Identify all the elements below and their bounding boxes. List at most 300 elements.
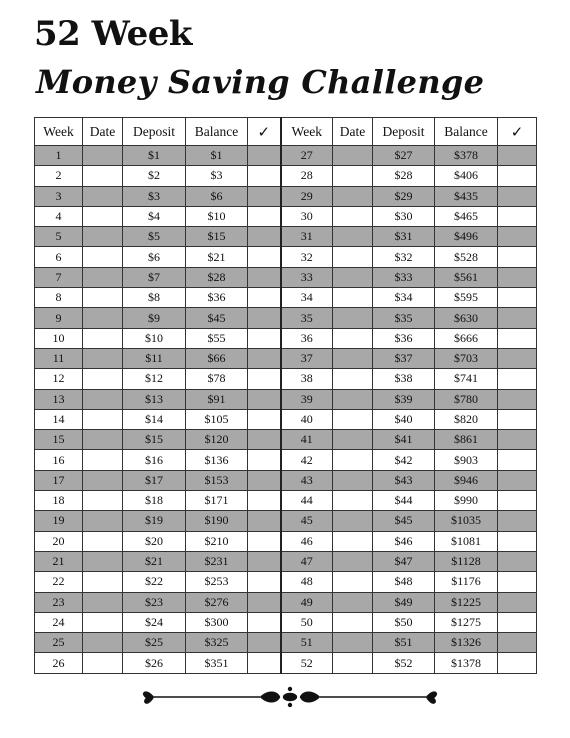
check-cell[interactable] (248, 267, 281, 287)
date-cell[interactable] (333, 227, 373, 247)
balance-cell: $171 (186, 491, 248, 511)
table-row (35, 146, 537, 166)
balance-cell: $66 (186, 348, 248, 368)
week-cell: 40 (281, 409, 333, 429)
week-cell: 28 (281, 166, 333, 186)
deposit-cell: $26 (123, 653, 186, 673)
date-cell[interactable] (333, 389, 373, 409)
deposit-cell: $42 (373, 450, 435, 470)
balance-cell: $190 (186, 511, 248, 531)
balance-cell: $105 (186, 409, 248, 429)
deposit-cell: $24 (123, 612, 186, 632)
week-cell: 29 (281, 186, 333, 206)
balance-cell: $153 (186, 470, 248, 490)
balance-cell: $1225 (435, 592, 498, 612)
balance-cell: $561 (435, 267, 498, 287)
week-cell: 22 (35, 572, 83, 592)
deposit-cell: $4 (123, 206, 186, 226)
header-deposit: Deposit (123, 118, 186, 146)
table-row (35, 247, 537, 267)
deposit-cell: $46 (373, 531, 435, 551)
week-cell: 24 (35, 612, 83, 632)
check-cell[interactable] (248, 146, 281, 166)
week-cell: 1 (35, 146, 83, 166)
week-cell: 25 (35, 633, 83, 653)
balance-cell: $630 (435, 308, 498, 328)
check-cell[interactable] (248, 633, 281, 653)
date-cell[interactable] (83, 450, 123, 470)
check-cell[interactable] (498, 551, 537, 571)
date-cell[interactable] (333, 166, 373, 186)
week-cell: 30 (281, 206, 333, 226)
balance-cell: $903 (435, 450, 498, 470)
check-cell[interactable] (498, 369, 537, 389)
week-cell: 32 (281, 247, 333, 267)
week-cell: 52 (281, 653, 333, 673)
check-cell[interactable] (248, 572, 281, 592)
balance-cell: $595 (435, 288, 498, 308)
deposit-cell: $49 (373, 592, 435, 612)
week-cell: 6 (35, 247, 83, 267)
balance-cell: $91 (186, 389, 248, 409)
balance-cell: $1081 (435, 531, 498, 551)
deposit-cell: $47 (373, 551, 435, 571)
check-cell[interactable] (498, 470, 537, 490)
check-cell[interactable] (248, 288, 281, 308)
week-cell: 46 (281, 531, 333, 551)
week-cell: 14 (35, 409, 83, 429)
check-cell[interactable] (248, 470, 281, 490)
deposit-cell: $9 (123, 308, 186, 328)
date-cell[interactable] (83, 470, 123, 490)
check-cell[interactable] (498, 288, 537, 308)
date-cell[interactable] (83, 206, 123, 226)
date-cell[interactable] (83, 186, 123, 206)
date-cell[interactable] (333, 450, 373, 470)
deposit-cell: $19 (123, 511, 186, 531)
date-cell[interactable] (333, 288, 373, 308)
table-row (35, 206, 537, 226)
deposit-cell: $38 (373, 369, 435, 389)
date-cell[interactable] (333, 369, 373, 389)
date-cell[interactable] (83, 633, 123, 653)
deposit-cell: $39 (373, 389, 435, 409)
date-cell[interactable] (83, 491, 123, 511)
date-cell[interactable] (333, 267, 373, 287)
check-cell[interactable] (498, 227, 537, 247)
date-cell[interactable] (333, 348, 373, 368)
date-cell[interactable] (83, 653, 123, 673)
table-row (35, 409, 537, 429)
date-cell[interactable] (333, 531, 373, 551)
date-cell[interactable] (333, 247, 373, 267)
date-cell[interactable] (83, 389, 123, 409)
week-cell: 36 (281, 328, 333, 348)
table-row (35, 308, 537, 328)
table-row (35, 186, 537, 206)
balance-cell: $496 (435, 227, 498, 247)
header-week: Week (35, 118, 83, 146)
week-cell: 9 (35, 308, 83, 328)
flourish-divider-icon (140, 684, 440, 710)
balance-cell: $1176 (435, 572, 498, 592)
deposit-cell: $11 (123, 348, 186, 368)
deposit-cell: $6 (123, 247, 186, 267)
balance-cell: $1128 (435, 551, 498, 571)
check-cell[interactable] (248, 592, 281, 612)
balance-cell: $3 (186, 166, 248, 186)
check-cell[interactable] (248, 612, 281, 632)
date-cell[interactable] (83, 409, 123, 429)
deposit-cell: $10 (123, 328, 186, 348)
date-cell[interactable] (83, 551, 123, 571)
table-row (35, 389, 537, 409)
balance-cell: $325 (186, 633, 248, 653)
date-cell[interactable] (333, 572, 373, 592)
table-row (35, 511, 537, 531)
check-cell[interactable] (248, 531, 281, 551)
header-balance: Balance (435, 118, 498, 146)
balance-cell: $1 (186, 146, 248, 166)
check-cell[interactable] (248, 227, 281, 247)
week-cell: 50 (281, 612, 333, 632)
check-cell[interactable] (498, 491, 537, 511)
deposit-cell: $35 (373, 308, 435, 328)
check-cell[interactable] (498, 409, 537, 429)
week-cell: 37 (281, 348, 333, 368)
week-cell: 4 (35, 206, 83, 226)
date-cell[interactable] (83, 572, 123, 592)
header-check: ✓ (498, 118, 537, 146)
date-cell[interactable] (83, 348, 123, 368)
check-cell[interactable] (498, 633, 537, 653)
check-cell[interactable] (248, 389, 281, 409)
week-cell: 31 (281, 227, 333, 247)
balance-cell: $820 (435, 409, 498, 429)
table-row (35, 572, 537, 592)
deposit-cell: $28 (373, 166, 435, 186)
date-cell[interactable] (333, 633, 373, 653)
deposit-cell: $2 (123, 166, 186, 186)
week-cell: 3 (35, 186, 83, 206)
balance-cell: $1378 (435, 653, 498, 673)
date-cell[interactable] (83, 328, 123, 348)
balance-cell: $666 (435, 328, 498, 348)
date-cell[interactable] (83, 267, 123, 287)
check-cell[interactable] (248, 551, 281, 571)
date-cell[interactable] (333, 308, 373, 328)
check-cell[interactable] (498, 328, 537, 348)
deposit-cell: $8 (123, 288, 186, 308)
date-cell[interactable] (83, 592, 123, 612)
check-cell[interactable] (498, 592, 537, 612)
balance-cell: $1035 (435, 511, 498, 531)
balance-cell: $28 (186, 267, 248, 287)
check-cell[interactable] (498, 247, 537, 267)
header-balance: Balance (186, 118, 248, 146)
week-cell: 38 (281, 369, 333, 389)
table-row (35, 551, 537, 571)
week-cell: 33 (281, 267, 333, 287)
deposit-cell: $29 (373, 186, 435, 206)
date-cell[interactable] (83, 288, 123, 308)
date-cell[interactable] (83, 511, 123, 531)
balance-cell: $231 (186, 551, 248, 571)
week-cell: 26 (35, 653, 83, 673)
check-cell[interactable] (498, 146, 537, 166)
check-cell[interactable] (248, 430, 281, 450)
table-row (35, 328, 537, 348)
deposit-cell: $5 (123, 227, 186, 247)
table-row (35, 491, 537, 511)
check-cell[interactable] (498, 612, 537, 632)
check-cell[interactable] (498, 267, 537, 287)
check-cell[interactable] (248, 206, 281, 226)
deposit-cell: $23 (123, 592, 186, 612)
date-cell[interactable] (333, 470, 373, 490)
date-cell[interactable] (333, 328, 373, 348)
week-cell: 10 (35, 328, 83, 348)
date-cell[interactable] (83, 369, 123, 389)
date-cell[interactable] (83, 430, 123, 450)
check-cell[interactable] (248, 491, 281, 511)
deposit-cell: $37 (373, 348, 435, 368)
header-check: ✓ (248, 118, 281, 146)
table-row (35, 288, 537, 308)
table-row (35, 653, 537, 673)
balance-cell: $276 (186, 592, 248, 612)
balance-cell: $36 (186, 288, 248, 308)
page-title: 52 Week (34, 14, 192, 54)
check-cell[interactable] (498, 348, 537, 368)
header-date: Date (333, 118, 373, 146)
check-cell[interactable] (498, 186, 537, 206)
balance-cell: $703 (435, 348, 498, 368)
table-row (35, 450, 537, 470)
header-date: Date (83, 118, 123, 146)
week-cell: 7 (35, 267, 83, 287)
check-cell[interactable] (248, 369, 281, 389)
week-cell: 51 (281, 633, 333, 653)
deposit-cell: $22 (123, 572, 186, 592)
week-cell: 13 (35, 389, 83, 409)
table-row (35, 227, 537, 247)
deposit-cell: $33 (373, 267, 435, 287)
deposit-cell: $16 (123, 450, 186, 470)
week-cell: 35 (281, 308, 333, 328)
balance-cell: $55 (186, 328, 248, 348)
week-cell: 8 (35, 288, 83, 308)
week-cell: 41 (281, 430, 333, 450)
week-cell: 34 (281, 288, 333, 308)
balance-cell: $253 (186, 572, 248, 592)
deposit-cell: $15 (123, 430, 186, 450)
week-cell: 2 (35, 166, 83, 186)
table-header-row (35, 118, 537, 146)
date-cell[interactable] (333, 206, 373, 226)
deposit-cell: $27 (373, 146, 435, 166)
deposit-cell: $50 (373, 612, 435, 632)
table-row (35, 470, 537, 490)
week-cell: 11 (35, 348, 83, 368)
check-cell[interactable] (498, 531, 537, 551)
week-cell: 42 (281, 450, 333, 470)
check-cell[interactable] (248, 328, 281, 348)
balance-cell: $435 (435, 186, 498, 206)
table-row (35, 348, 537, 368)
deposit-cell: $31 (373, 227, 435, 247)
page-subtitle: Money Saving Challenge (36, 63, 485, 101)
date-cell[interactable] (333, 409, 373, 429)
deposit-cell: $52 (373, 653, 435, 673)
balance-cell: $45 (186, 308, 248, 328)
check-cell[interactable] (248, 348, 281, 368)
deposit-cell: $18 (123, 491, 186, 511)
deposit-cell: $45 (373, 511, 435, 531)
balance-cell: $378 (435, 146, 498, 166)
week-cell: 23 (35, 592, 83, 612)
table-row (35, 592, 537, 612)
deposit-cell: $3 (123, 186, 186, 206)
date-cell[interactable] (333, 430, 373, 450)
savings-table (34, 117, 537, 674)
balance-cell: $990 (435, 491, 498, 511)
check-cell[interactable] (498, 389, 537, 409)
check-cell[interactable] (248, 186, 281, 206)
date-cell[interactable] (333, 491, 373, 511)
deposit-cell: $7 (123, 267, 186, 287)
balance-cell: $300 (186, 612, 248, 632)
date-cell[interactable] (83, 247, 123, 267)
balance-cell: $78 (186, 369, 248, 389)
check-cell[interactable] (248, 653, 281, 673)
week-cell: 43 (281, 470, 333, 490)
check-cell[interactable] (498, 511, 537, 531)
table-row (35, 267, 537, 287)
table-row (35, 430, 537, 450)
header-week: Week (281, 118, 333, 146)
balance-cell: $351 (186, 653, 248, 673)
balance-cell: $528 (435, 247, 498, 267)
date-cell[interactable] (333, 551, 373, 571)
deposit-cell: $41 (373, 430, 435, 450)
date-cell[interactable] (83, 146, 123, 166)
week-cell: 49 (281, 592, 333, 612)
deposit-cell: $43 (373, 470, 435, 490)
deposit-cell: $13 (123, 389, 186, 409)
table-row (35, 612, 537, 632)
deposit-cell: $1 (123, 146, 186, 166)
week-cell: 12 (35, 369, 83, 389)
week-cell: 44 (281, 491, 333, 511)
date-cell[interactable] (333, 592, 373, 612)
check-cell[interactable] (498, 430, 537, 450)
deposit-cell: $25 (123, 633, 186, 653)
week-cell: 15 (35, 430, 83, 450)
check-cell[interactable] (248, 511, 281, 531)
date-cell[interactable] (333, 612, 373, 632)
deposit-cell: $34 (373, 288, 435, 308)
date-cell[interactable] (333, 511, 373, 531)
check-cell[interactable] (498, 653, 537, 673)
deposit-cell: $30 (373, 206, 435, 226)
table-row (35, 369, 537, 389)
date-cell[interactable] (333, 186, 373, 206)
week-cell: 19 (35, 511, 83, 531)
table-row (35, 633, 537, 653)
week-cell: 48 (281, 572, 333, 592)
balance-cell: $741 (435, 369, 498, 389)
balance-cell: $6 (186, 186, 248, 206)
check-cell[interactable] (248, 247, 281, 267)
week-cell: 17 (35, 470, 83, 490)
deposit-cell: $14 (123, 409, 186, 429)
week-cell: 21 (35, 551, 83, 571)
deposit-cell: $12 (123, 369, 186, 389)
week-cell: 20 (35, 531, 83, 551)
date-cell[interactable] (333, 653, 373, 673)
balance-cell: $21 (186, 247, 248, 267)
date-cell[interactable] (333, 146, 373, 166)
date-cell[interactable] (83, 308, 123, 328)
balance-cell: $406 (435, 166, 498, 186)
deposit-cell: $21 (123, 551, 186, 571)
balance-cell: $861 (435, 430, 498, 450)
date-cell[interactable] (83, 166, 123, 186)
check-cell[interactable] (248, 450, 281, 470)
balance-cell: $10 (186, 206, 248, 226)
check-cell[interactable] (248, 308, 281, 328)
check-cell[interactable] (248, 409, 281, 429)
deposit-cell: $51 (373, 633, 435, 653)
balance-cell: $1275 (435, 612, 498, 632)
week-cell: 5 (35, 227, 83, 247)
week-cell: 27 (281, 146, 333, 166)
balance-cell: $946 (435, 470, 498, 490)
deposit-cell: $36 (373, 328, 435, 348)
check-cell[interactable] (498, 206, 537, 226)
deposit-cell: $20 (123, 531, 186, 551)
week-cell: 39 (281, 389, 333, 409)
balance-cell: $1326 (435, 633, 498, 653)
header-deposit: Deposit (373, 118, 435, 146)
date-cell[interactable] (83, 612, 123, 632)
deposit-cell: $17 (123, 470, 186, 490)
deposit-cell: $48 (373, 572, 435, 592)
check-cell[interactable] (498, 308, 537, 328)
deposit-cell: $40 (373, 409, 435, 429)
balance-cell: $780 (435, 389, 498, 409)
date-cell[interactable] (83, 227, 123, 247)
week-cell: 16 (35, 450, 83, 470)
balance-cell: $15 (186, 227, 248, 247)
week-cell: 47 (281, 551, 333, 571)
table-body (35, 146, 537, 674)
check-cell[interactable] (498, 572, 537, 592)
balance-cell: $136 (186, 450, 248, 470)
balance-cell: $465 (435, 206, 498, 226)
check-cell[interactable] (498, 166, 537, 186)
balance-cell: $210 (186, 531, 248, 551)
check-cell[interactable] (248, 166, 281, 186)
table-row (35, 531, 537, 551)
date-cell[interactable] (83, 531, 123, 551)
table-row (35, 166, 537, 186)
balance-cell: $120 (186, 430, 248, 450)
deposit-cell: $44 (373, 491, 435, 511)
week-cell: 45 (281, 511, 333, 531)
check-cell[interactable] (498, 450, 537, 470)
